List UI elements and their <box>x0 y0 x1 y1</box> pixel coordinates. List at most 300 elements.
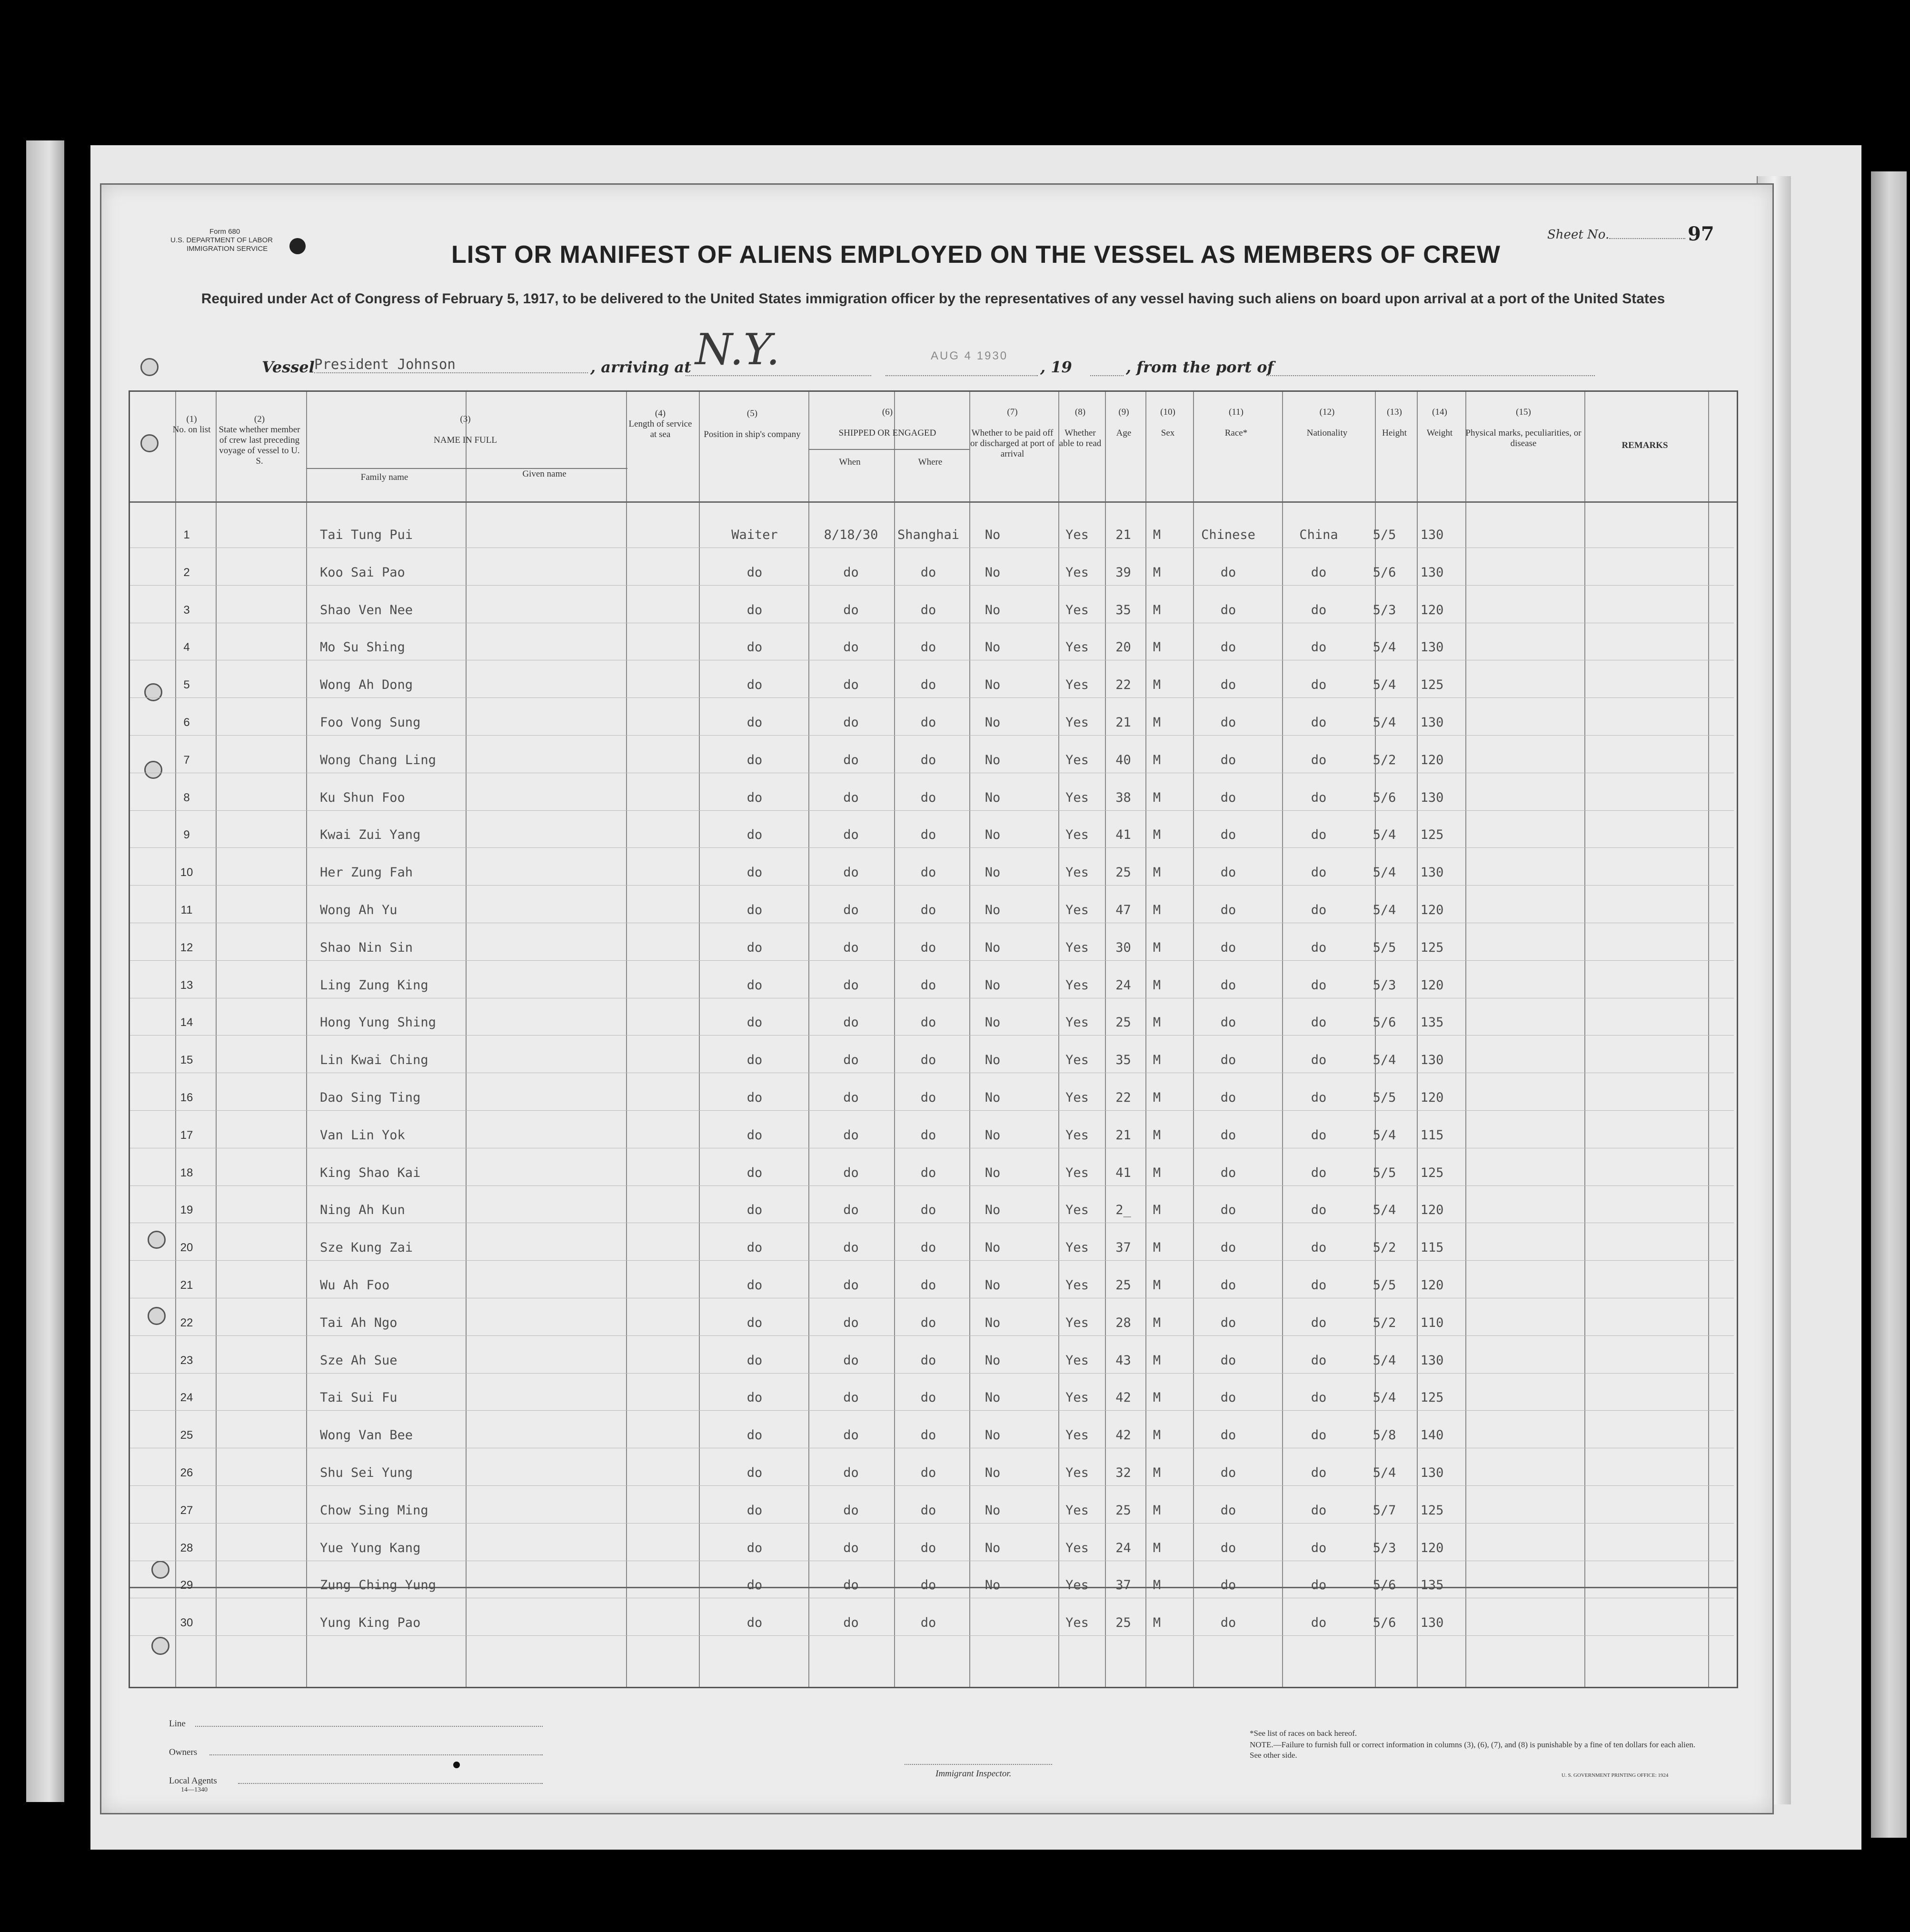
paid-off-cell: No <box>985 1090 1001 1105</box>
able-to-read-cell: Yes <box>1065 677 1089 692</box>
paid-off-cell: No <box>985 940 1001 955</box>
paid-off-cell: No <box>985 978 1001 993</box>
age-cell: 25 <box>1115 1615 1131 1630</box>
nationality-cell: do <box>1311 1315 1327 1330</box>
col6-header: (6) SHIPPED OR ENGAGED <box>838 407 936 438</box>
weight-cell: 130 <box>1420 528 1444 542</box>
col14-header: (14) Weight <box>1426 407 1453 438</box>
shipped-when-cell: do <box>843 1315 859 1330</box>
height-cell: 5/2 <box>1373 753 1396 767</box>
race-cell: do <box>1220 1203 1236 1217</box>
col1-header: (1) No. on list <box>172 414 211 435</box>
age-cell: 21 <box>1115 1128 1131 1143</box>
race-cell: do <box>1220 1278 1236 1293</box>
position-cell: do <box>746 1541 763 1555</box>
sheet-number-line <box>1609 238 1685 239</box>
height-cell: 5/6 <box>1373 1578 1396 1593</box>
race-cell: Chinese <box>1201 528 1255 542</box>
family-name-cell: Wu Ah Foo <box>320 1278 390 1293</box>
form-service: IMMIGRATION SERVICE <box>187 245 268 253</box>
film-strip-right <box>1871 171 1907 1838</box>
family-name-cell: Kwai Zui Yang <box>320 827 421 842</box>
height-cell: 5/6 <box>1373 565 1396 580</box>
row-rule <box>130 1635 1734 1636</box>
family-name-cell: Wong Van Bee <box>320 1428 413 1443</box>
able-to-read-cell: Yes <box>1065 1240 1089 1255</box>
sex-cell: M <box>1153 940 1161 955</box>
col4-header: (4) Length of service at sea <box>628 408 692 439</box>
height-cell: 5/3 <box>1373 1541 1396 1555</box>
position-cell: do <box>746 1315 763 1330</box>
races-note: *See list of races on back hereof. <box>1250 1729 1357 1738</box>
age-cell: 21 <box>1115 715 1131 730</box>
age-cell: 42 <box>1115 1428 1131 1443</box>
shipped-when-cell: do <box>843 1615 859 1630</box>
weight-cell: 125 <box>1420 827 1444 842</box>
position-cell: do <box>746 715 763 730</box>
shipped-when-cell: do <box>843 1353 859 1368</box>
row-number: 22 <box>180 1316 193 1329</box>
col2-header: (2) State whether member of crew last preceding voyage of vessel to U. S. <box>219 414 300 466</box>
sex-cell: M <box>1153 790 1161 805</box>
nationality-cell: do <box>1311 1090 1327 1105</box>
age-cell: 20 <box>1115 640 1131 655</box>
owners-label: Owners <box>169 1747 198 1757</box>
height-cell: 5/5 <box>1373 528 1396 542</box>
race-cell: do <box>1220 603 1236 617</box>
able-to-read-cell: Yes <box>1065 903 1089 917</box>
row-number: 11 <box>180 904 193 916</box>
row-number: 30 <box>180 1616 193 1629</box>
row-number: 12 <box>180 941 193 954</box>
position-cell: Waiter <box>731 528 778 542</box>
shipped-when-cell: do <box>843 1203 859 1217</box>
binder-hole <box>140 358 159 376</box>
shipped-where-cell: do <box>920 1353 936 1368</box>
nationality-cell: do <box>1311 1278 1327 1293</box>
position-cell: do <box>746 1015 763 1030</box>
date-line <box>885 349 1038 376</box>
race-cell: do <box>1220 1128 1236 1143</box>
date-stamp: AUG 4 1930 <box>931 349 1008 362</box>
position-cell: do <box>746 940 763 955</box>
weight-cell: 130 <box>1420 640 1444 655</box>
paid-off-cell: No <box>985 1541 1001 1555</box>
height-cell: 5/4 <box>1373 1390 1396 1405</box>
race-cell: do <box>1220 1240 1236 1255</box>
age-cell: 38 <box>1115 790 1131 805</box>
position-cell: do <box>746 1615 763 1630</box>
shipped-where-cell: do <box>920 827 936 842</box>
row-rule <box>130 1410 1734 1411</box>
sex-cell: M <box>1153 753 1161 767</box>
nationality-cell: do <box>1311 677 1327 692</box>
shipped-where-cell: do <box>920 715 936 730</box>
shipped-where-cell: do <box>920 1128 936 1143</box>
shipped-where-cell: do <box>920 1465 936 1480</box>
position-cell: do <box>746 753 763 767</box>
age-cell: 43 <box>1115 1353 1131 1368</box>
race-cell: do <box>1220 1615 1236 1630</box>
height-cell: 5/4 <box>1373 903 1396 917</box>
nationality-cell: China <box>1299 528 1338 542</box>
nationality-cell: do <box>1311 865 1327 880</box>
age-cell: 39 <box>1115 565 1131 580</box>
age-cell: 24 <box>1115 1541 1131 1555</box>
row-number: 28 <box>180 1542 193 1554</box>
paid-off-cell: No <box>985 1315 1001 1330</box>
punch-hole-mark <box>289 238 306 254</box>
shipped-when-cell: do <box>843 1465 859 1480</box>
col6-when-header: When <box>839 457 861 467</box>
form-department: U.S. DEPARTMENT OF LABOR <box>170 236 273 244</box>
nationality-cell: do <box>1311 1240 1327 1255</box>
sex-cell: M <box>1153 1428 1161 1443</box>
paid-off-cell: No <box>985 1465 1001 1480</box>
family-name-cell: Lin Kwai Ching <box>320 1053 428 1067</box>
row-number: 5 <box>183 678 190 691</box>
race-cell: do <box>1220 1541 1236 1555</box>
sex-cell: M <box>1153 715 1161 730</box>
height-cell: 5/6 <box>1373 1015 1396 1030</box>
height-cell: 5/5 <box>1373 940 1396 955</box>
able-to-read-cell: Yes <box>1065 1615 1089 1630</box>
family-name-cell: Chow Sing Ming <box>320 1503 428 1518</box>
remarks-header: REMARKS <box>1622 440 1668 450</box>
shipped-when-cell: do <box>843 603 859 617</box>
age-cell: 25 <box>1115 865 1131 880</box>
shipped-where-cell: do <box>920 677 936 692</box>
weight-cell: 120 <box>1420 1090 1444 1105</box>
paid-off-cell: No <box>985 865 1001 880</box>
weight-cell: 130 <box>1420 790 1444 805</box>
sex-cell: M <box>1153 1240 1161 1255</box>
nationality-cell: do <box>1311 1390 1327 1405</box>
race-cell: do <box>1220 715 1236 730</box>
family-name-cell: Tai Ah Ngo <box>320 1315 398 1330</box>
shipped-where-cell: do <box>920 1053 936 1067</box>
sex-cell: M <box>1153 1278 1161 1293</box>
height-cell: 5/2 <box>1373 1240 1396 1255</box>
row-number: 27 <box>180 1504 193 1517</box>
position-cell: do <box>746 640 763 655</box>
row-rule <box>130 1373 1734 1374</box>
film-strip-left <box>26 140 64 1802</box>
paid-off-cell: No <box>985 1428 1001 1443</box>
paid-off-cell: No <box>985 1128 1001 1143</box>
row-number: 3 <box>183 604 190 617</box>
paid-off-cell: No <box>985 603 1001 617</box>
shipped-when-cell: do <box>843 1541 859 1555</box>
row-rule <box>130 1335 1734 1336</box>
position-cell: do <box>746 603 763 617</box>
paid-off-cell: No <box>985 1240 1001 1255</box>
family-name-cell: Zung Ching Yung <box>320 1578 436 1593</box>
row-number: 13 <box>180 979 193 992</box>
shipped-where-cell: do <box>920 1278 936 1293</box>
position-cell: do <box>746 1465 763 1480</box>
row-number: 17 <box>180 1129 193 1142</box>
row-rule <box>130 735 1734 736</box>
weight-cell: 125 <box>1420 677 1444 692</box>
manifest-subtitle: Required under Act of Congress of February 5, 1917, to be delivered to the United States immigration officer by the representatives of any vessel having such aliens on board upon arrival at a port of the United States <box>201 291 1665 307</box>
local-agents-code: 14—1340 <box>181 1786 208 1793</box>
family-name-cell: Yue Yung Kang <box>320 1541 421 1555</box>
height-cell: 5/4 <box>1373 1128 1396 1143</box>
shipped-when-cell: do <box>843 1503 859 1518</box>
paid-off-cell: No <box>985 1390 1001 1405</box>
row-number: 2 <box>183 566 190 579</box>
year-line <box>1090 358 1124 376</box>
row-number: 9 <box>183 828 190 841</box>
shipped-where-cell: do <box>920 1165 936 1180</box>
able-to-read-cell: Yes <box>1065 1390 1089 1405</box>
weight-cell: 135 <box>1420 1578 1444 1593</box>
row-rule <box>130 1485 1734 1486</box>
shipped-when-cell: do <box>843 1428 859 1443</box>
shipped-when-cell: do <box>843 640 859 655</box>
shipped-when-cell: do <box>843 1578 859 1593</box>
position-cell: do <box>746 1128 763 1143</box>
weight-cell: 115 <box>1420 1240 1444 1255</box>
race-cell: do <box>1220 565 1236 580</box>
age-cell: 24 <box>1115 978 1131 993</box>
position-cell: do <box>746 1353 763 1368</box>
position-cell: do <box>746 827 763 842</box>
shipped-when-cell: do <box>843 940 859 955</box>
weight-cell: 120 <box>1420 903 1444 917</box>
weight-cell: 130 <box>1420 1615 1444 1630</box>
shipped-when-cell: do <box>843 978 859 993</box>
shipped-where-cell: Shanghai <box>897 528 960 542</box>
able-to-read-cell: Yes <box>1065 1428 1089 1443</box>
col8-header: (8) Whether able to read <box>1059 407 1102 448</box>
able-to-read-cell: Yes <box>1065 865 1089 880</box>
nationality-cell: do <box>1311 827 1327 842</box>
nationality-cell: do <box>1311 1203 1327 1217</box>
paid-off-cell: No <box>985 1053 1001 1067</box>
able-to-read-cell: Yes <box>1065 1090 1089 1105</box>
shipped-where-cell: do <box>920 1015 936 1030</box>
sex-cell: M <box>1153 1315 1161 1330</box>
able-to-read-cell: Yes <box>1065 1165 1089 1180</box>
nationality-cell: do <box>1311 1541 1327 1555</box>
sex-cell: M <box>1153 865 1161 880</box>
weight-cell: 130 <box>1420 565 1444 580</box>
able-to-read-cell: Yes <box>1065 565 1089 580</box>
race-cell: do <box>1220 1053 1236 1067</box>
able-to-read-cell: Yes <box>1065 978 1089 993</box>
nationality-cell: do <box>1311 940 1327 955</box>
height-cell: 5/4 <box>1373 827 1396 842</box>
able-to-read-cell: Yes <box>1065 1315 1089 1330</box>
paid-off-cell: No <box>985 565 1001 580</box>
age-cell: 32 <box>1115 1465 1131 1480</box>
able-to-read-cell: Yes <box>1065 1541 1089 1555</box>
race-cell: do <box>1220 1353 1236 1368</box>
race-cell: do <box>1220 1015 1236 1030</box>
weight-cell: 130 <box>1420 1353 1444 1368</box>
row-rule <box>130 810 1734 811</box>
year-label: , 19 <box>1040 358 1072 376</box>
family-name-cell: Mo Su Shing <box>320 640 405 655</box>
col3-header: (3) NAME IN FULL <box>434 414 497 445</box>
race-cell: do <box>1220 1390 1236 1405</box>
able-to-read-cell: Yes <box>1065 1578 1089 1593</box>
able-to-read-cell: Yes <box>1065 603 1089 617</box>
height-cell: 5/4 <box>1373 640 1396 655</box>
row-number: 16 <box>180 1091 193 1104</box>
able-to-read-cell: Yes <box>1065 1015 1089 1030</box>
race-cell: do <box>1220 1315 1236 1330</box>
able-to-read-cell: Yes <box>1065 1203 1089 1217</box>
manifest-title: LIST OR MANIFEST OF ALIENS EMPLOYED ON THE VESSEL AS MEMBERS OF CREW <box>451 241 1501 269</box>
age-cell: 35 <box>1115 603 1131 617</box>
row-number: 29 <box>180 1579 193 1592</box>
col3-family-name-header: Family name <box>360 472 408 482</box>
shipped-where-cell: do <box>920 903 936 917</box>
shipped-when-cell: 8/18/30 <box>824 528 878 542</box>
weight-cell: 120 <box>1420 978 1444 993</box>
paid-off-cell: No <box>985 903 1001 917</box>
able-to-read-cell: Yes <box>1065 1353 1089 1368</box>
race-cell: do <box>1220 1165 1236 1180</box>
nationality-cell: do <box>1311 790 1327 805</box>
race-cell: do <box>1220 1578 1236 1593</box>
shipped-where-cell: do <box>920 940 936 955</box>
family-name-cell: Foo Vong Sung <box>320 715 421 730</box>
local-agents-label: Local Agents <box>169 1776 217 1786</box>
row-number: 1 <box>183 528 190 541</box>
paid-off-cell: No <box>985 1578 1001 1593</box>
shipped-where-cell: do <box>920 1390 936 1405</box>
nationality-cell: do <box>1311 1053 1327 1067</box>
row-number: 14 <box>180 1016 193 1029</box>
shipped-where-cell: do <box>920 640 936 655</box>
shipped-when-cell: do <box>843 753 859 767</box>
race-cell: do <box>1220 865 1236 880</box>
able-to-read-cell: Yes <box>1065 640 1089 655</box>
row-rule <box>130 1110 1734 1111</box>
age-cell: 21 <box>1115 528 1131 542</box>
shipped-where-cell: do <box>920 1315 936 1330</box>
family-name-cell: Hong Yung Shing <box>320 1015 436 1030</box>
able-to-read-cell: Yes <box>1065 1465 1089 1480</box>
shipped-where-cell: do <box>920 1240 936 1255</box>
position-cell: do <box>746 865 763 880</box>
height-cell: 5/5 <box>1373 1090 1396 1105</box>
shipped-where-cell: do <box>920 865 936 880</box>
position-cell: do <box>746 677 763 692</box>
shipped-when-cell: do <box>843 1165 859 1180</box>
age-cell: 2_ <box>1115 1203 1131 1217</box>
family-name-cell: Shao Ven Nee <box>320 603 413 617</box>
paid-off-cell: No <box>985 790 1001 805</box>
row-number: 26 <box>180 1466 193 1479</box>
age-cell: 47 <box>1115 903 1131 917</box>
shipped-where-cell: do <box>920 603 936 617</box>
row-rule <box>130 1260 1734 1261</box>
shipped-when-cell: do <box>843 827 859 842</box>
shipped-when-cell: do <box>843 865 859 880</box>
age-cell: 30 <box>1115 940 1131 955</box>
family-name-cell: Shu Sei Yung <box>320 1465 413 1480</box>
row-rule <box>130 1523 1734 1524</box>
sex-cell: M <box>1153 565 1161 580</box>
paid-off-cell: No <box>985 1353 1001 1368</box>
paid-off-cell: No <box>985 1278 1001 1293</box>
position-cell: do <box>746 903 763 917</box>
height-cell: 5/6 <box>1373 1615 1396 1630</box>
nationality-cell: do <box>1311 903 1327 917</box>
race-cell: do <box>1220 640 1236 655</box>
race-cell: do <box>1220 1428 1236 1443</box>
paid-off-cell: No <box>985 827 1001 842</box>
race-cell: do <box>1220 1090 1236 1105</box>
height-cell: 5/4 <box>1373 715 1396 730</box>
nationality-cell: do <box>1311 640 1327 655</box>
height-cell: 5/5 <box>1373 1278 1396 1293</box>
shipped-when-cell: do <box>843 565 859 580</box>
shipped-where-cell: do <box>920 1503 936 1518</box>
paid-off-cell: No <box>985 753 1001 767</box>
paid-off-cell: No <box>985 528 1001 542</box>
port-of-line <box>1266 358 1595 376</box>
col9-header: (9) Age <box>1116 407 1132 438</box>
paid-off-cell: No <box>985 640 1001 655</box>
family-name-cell: Dao Sing Ting <box>320 1090 421 1105</box>
shipped-when-cell: do <box>843 903 859 917</box>
height-cell: 5/4 <box>1373 865 1396 880</box>
family-name-cell: Van Lin Yok <box>320 1128 405 1143</box>
height-cell: 5/3 <box>1373 978 1396 993</box>
race-cell: do <box>1220 903 1236 917</box>
shipped-where-cell: do <box>920 1203 936 1217</box>
line-label: Line <box>169 1719 186 1729</box>
race-cell: do <box>1220 790 1236 805</box>
nationality-cell: do <box>1311 603 1327 617</box>
col5-header: (5) Position in ship's company <box>704 408 801 439</box>
family-name-cell: Shao Nin Sin <box>320 940 413 955</box>
sex-cell: M <box>1153 677 1161 692</box>
nationality-cell: do <box>1311 1465 1327 1480</box>
paid-off-cell: No <box>985 715 1001 730</box>
sex-cell: M <box>1153 1503 1161 1518</box>
shipped-where-cell: do <box>920 1428 936 1443</box>
sex-cell: M <box>1153 1615 1161 1630</box>
vessel-label: Vessel <box>262 358 315 376</box>
paid-off-cell: No <box>985 1015 1001 1030</box>
able-to-read-cell: Yes <box>1065 528 1089 542</box>
col11-header: (11) Race* <box>1224 407 1248 438</box>
sex-cell: M <box>1153 1578 1161 1593</box>
family-name-cell: Tai Tung Pui <box>320 528 413 542</box>
ink-dot <box>453 1762 460 1768</box>
paid-off-cell: No <box>985 677 1001 692</box>
shipped-where-cell: do <box>920 790 936 805</box>
family-name-cell: Koo Sai Pao <box>320 565 405 580</box>
nationality-cell: do <box>1311 753 1327 767</box>
height-cell: 5/4 <box>1373 677 1396 692</box>
position-cell: do <box>746 1165 763 1180</box>
height-cell: 5/4 <box>1373 1353 1396 1368</box>
penalty-note: NOTE.—Failure to furnish full or correct information in columns (3), (6), (7), and (8) is punishable by a fine of ten dollars for each alien. See other side. <box>1250 1740 1696 1760</box>
sex-cell: M <box>1153 528 1161 542</box>
row-number: 24 <box>180 1391 193 1404</box>
col15-header: (15) Physical marks, peculiarities, or disease <box>1465 407 1582 448</box>
family-name-cell: Sze Ah Sue <box>320 1353 398 1368</box>
row-number: 8 <box>183 791 190 804</box>
